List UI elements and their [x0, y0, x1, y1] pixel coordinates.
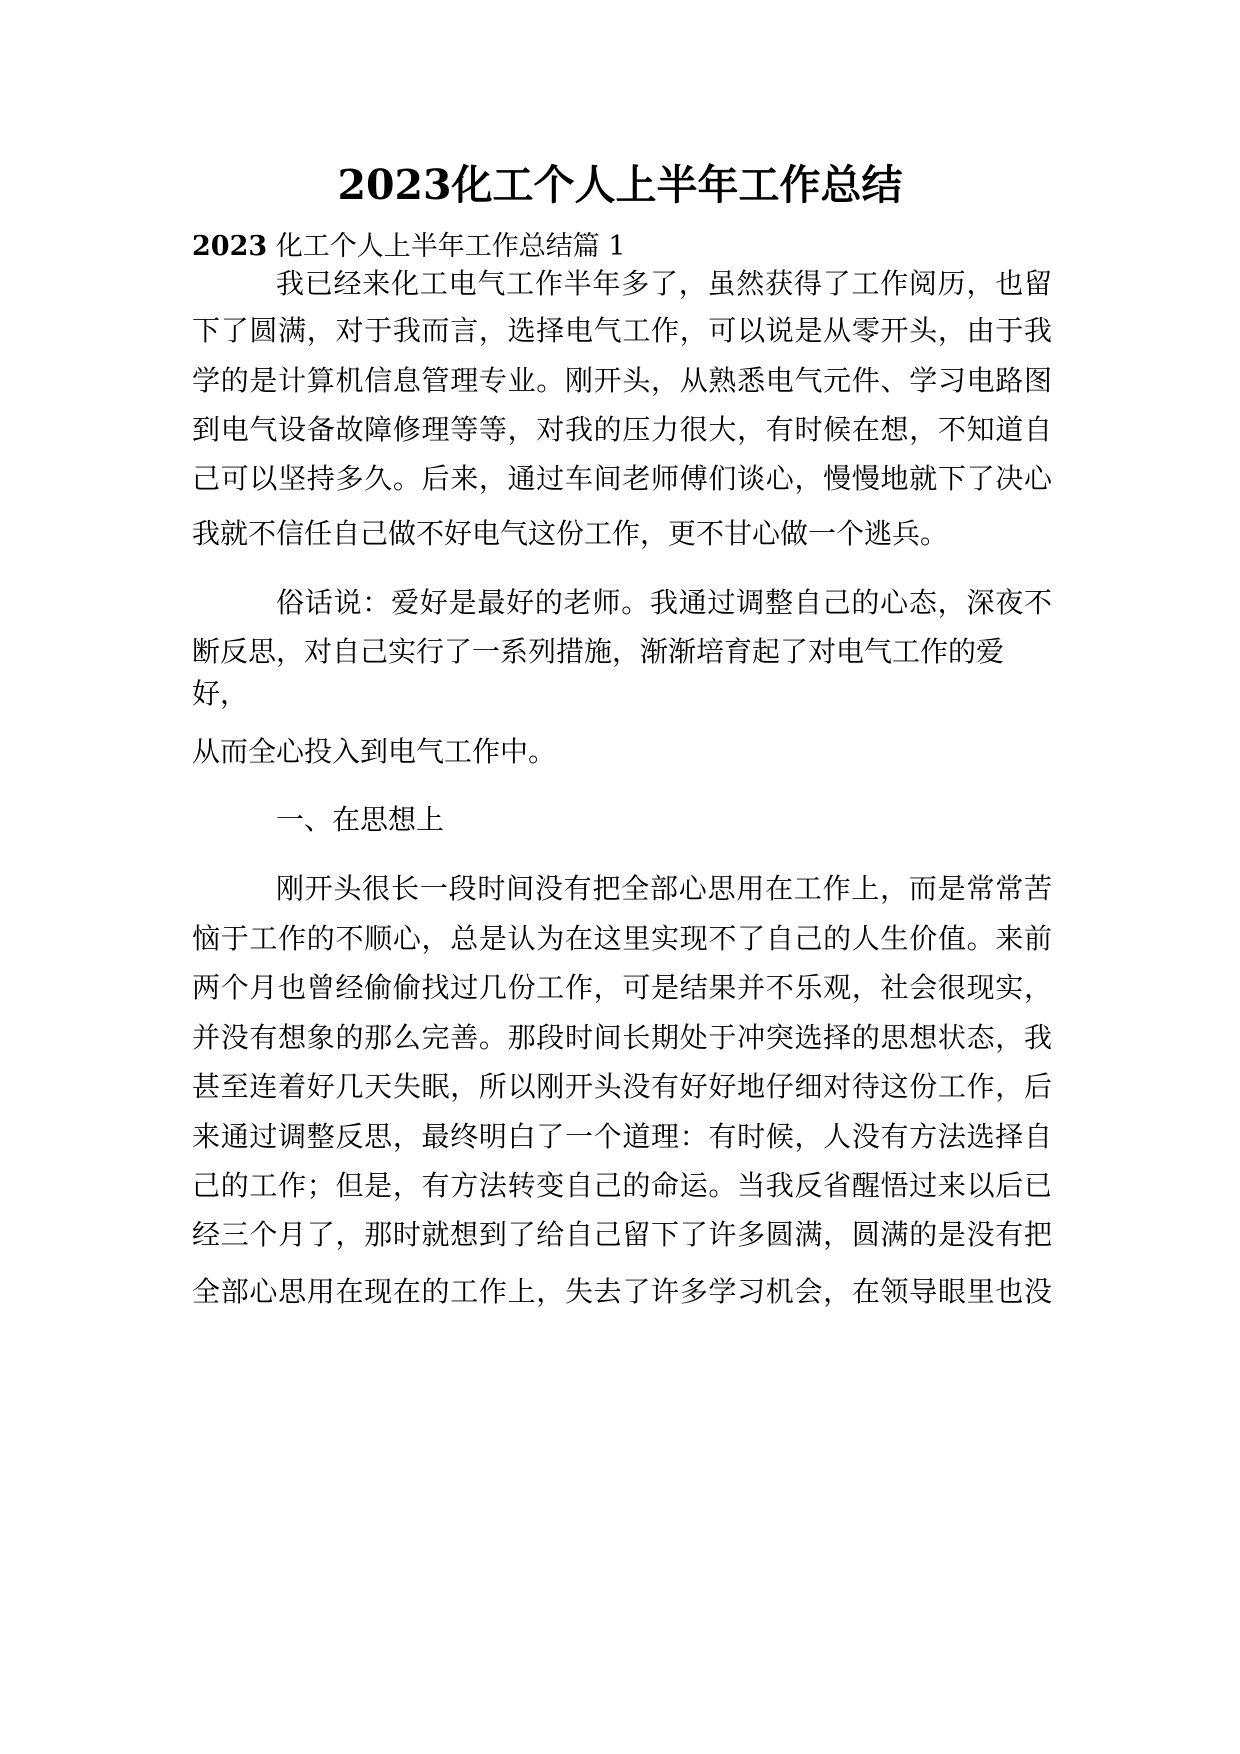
paragraph-line: 俗话说：爱好是最好的老师。我通过调整自己的心态，深夜不	[276, 586, 1052, 619]
section-heading-number: 2023	[192, 231, 268, 262]
paragraph-line: 我已经来化工电气工作半年多了，虽然获得了工作阅历，也留	[276, 267, 1052, 300]
paragraph-line: 好，	[192, 677, 249, 710]
paragraph-line: 到电气设备故障修理等等，对我的压力很大，有时候在想，不知道自	[192, 413, 1052, 446]
paragraph-line: 从而全心投入到电气工作中。	[192, 735, 557, 768]
document-title: 2023化工个人上半年工作总结	[337, 161, 903, 209]
paragraph-line: 甚至连着好几天失眠，所以刚开头没有好好地仔细对待这份工作，后	[192, 1070, 1052, 1103]
paragraph-line: 两个月也曾经偷偷找过几份工作，可是结果并不乐观，社会很现实，	[192, 971, 1052, 1004]
paragraph-line: 学的是计算机信息管理专业。刚开头，从熟悉电气元件、学习电路图	[192, 364, 1052, 397]
paragraph-line: 来通过调整反思，最终明白了一个道理：有时候，人没有方法选择自	[192, 1120, 1052, 1153]
paragraph-line: 下了圆满，对于我而言，选择电气工作，可以说是从零开头，由于我	[192, 314, 1052, 347]
paragraph-line: 刚开头很长一段时间没有把全部心思用在工作上，而是常常苦	[276, 872, 1052, 905]
paragraph-line: 断反思，对自己实行了一系列措施，渐渐培育起了对电气工作的爱	[192, 635, 1005, 668]
paragraph-line: 经三个月了，那时就想到了给自己留下了许多圆满，圆满的是没有把	[192, 1218, 1052, 1251]
paragraph-line: 并没有想象的那么完善。那段时间长期处于冲突选择的思想状态，我	[192, 1021, 1052, 1054]
paragraph-line: 恼于工作的不顺心，总是认为在这里实现不了自己的人生价值。来前	[192, 922, 1052, 955]
paragraph-line: 全部心思用在现在的工作上，失去了许多学习机会，在领导眼里也没	[192, 1275, 1052, 1308]
section-heading-text: 化工个人上半年工作总结篇 1	[267, 231, 626, 262]
section-subheading: 一、在思想上	[276, 803, 445, 836]
paragraph-line: 我就不信任自己做不好电气这份工作，更不甘心做一个逃兵。	[192, 517, 949, 550]
paragraph-line: 己的工作；但是，有方法转变自己的命运。当我反省醒悟过来以后已	[192, 1169, 1052, 1202]
paragraph-line: 己可以坚持多久。后来，通过车间老师傅们谈心，慢慢地就下了决心	[192, 462, 1052, 495]
